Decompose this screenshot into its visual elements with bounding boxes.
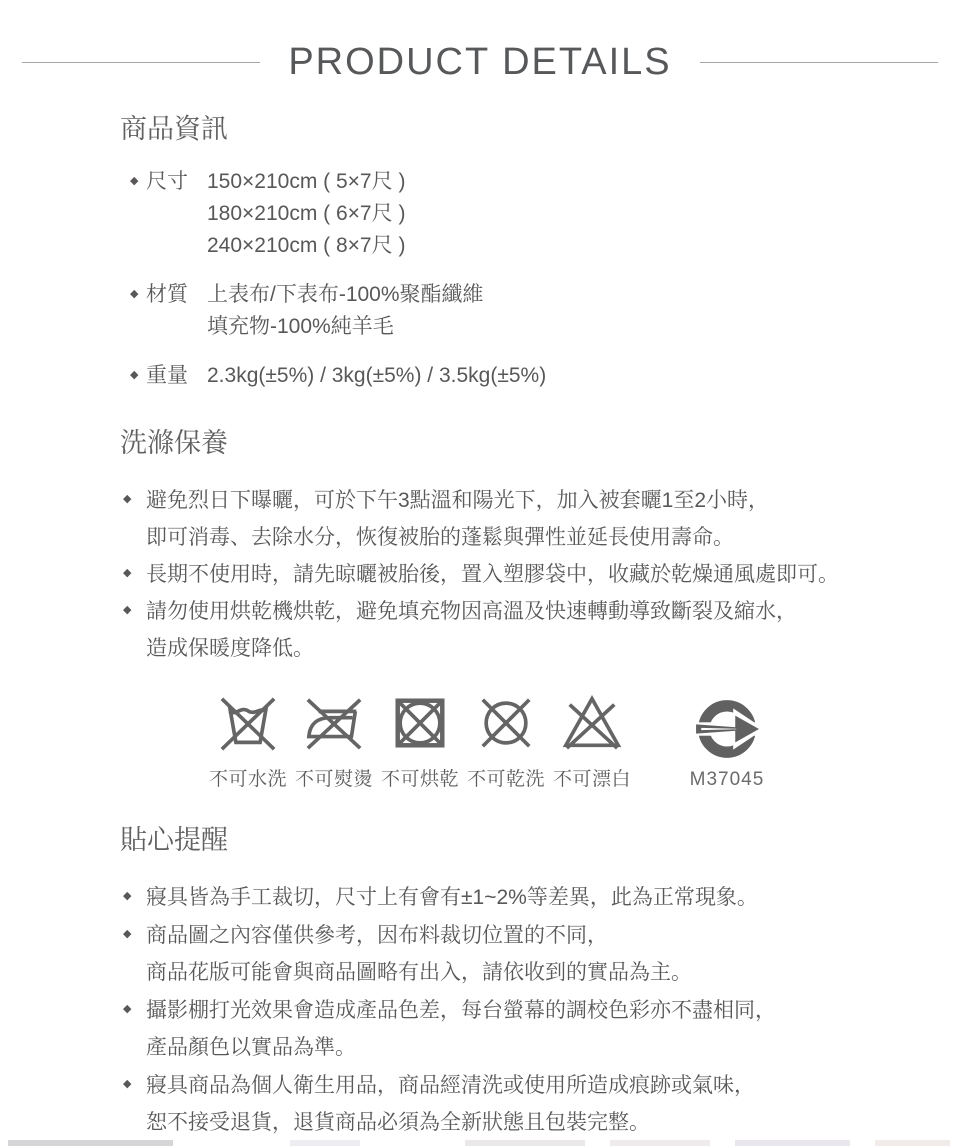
care-note-text bbox=[146, 482, 900, 556]
info-row-weight bbox=[130, 360, 900, 392]
title-divider-left bbox=[22, 62, 260, 63]
care-symbol bbox=[377, 691, 463, 791]
note-line: 恕不接受退貨，退貨商品必須為全新狀態且包裝完整。 bbox=[146, 1111, 650, 1134]
note-line: 寢具商品為個人衛生用品，商品經清洗或使用所造成痕跡或氣味， bbox=[146, 1073, 755, 1097]
diamond-bullet-icon: ◆ bbox=[123, 567, 132, 579]
do-not-tumble-dry-icon bbox=[389, 691, 451, 755]
care-note-text bbox=[146, 593, 900, 667]
product-info-list bbox=[120, 166, 900, 392]
note-line: 寢具皆為手工裁切，尺寸上有會有±1~2%等差異，此為正常現象。 bbox=[146, 886, 758, 909]
do-not-iron-icon bbox=[303, 691, 365, 755]
page-title-row bbox=[0, 0, 960, 82]
note-line: 即可消毒、去除水分，恢復被胎的蓬鬆與彈性並延長使用壽命。 bbox=[146, 526, 734, 549]
info-row-size bbox=[130, 166, 900, 262]
diamond-bullet-icon: ◆ bbox=[123, 1077, 132, 1090]
reminder-note bbox=[123, 992, 900, 1067]
weight-values bbox=[207, 360, 900, 392]
reminder-notes bbox=[120, 879, 900, 1142]
note-line: 造成保暖度降低。 bbox=[146, 637, 314, 660]
title-divider-right bbox=[700, 62, 938, 63]
reminder-note bbox=[123, 879, 900, 917]
care-symbol-label: 不可水洗 bbox=[208, 769, 287, 790]
care-symbol bbox=[291, 691, 377, 791]
note-line: 避免烈日下曝曬，可於下午3點溫和陽光下，加入被套曬1至2小時， bbox=[146, 489, 770, 512]
care-symbol-label: 不可乾洗 bbox=[466, 769, 545, 790]
weight-value: 2.3kg(±5%) / 3kg(±5%) / 3.5kg(±5%) bbox=[207, 364, 547, 387]
care-note bbox=[123, 593, 900, 667]
diamond-bullet-icon: ◆ bbox=[123, 1002, 132, 1015]
reminder-heading: 貼心提醒 bbox=[120, 825, 228, 855]
care-note bbox=[123, 482, 900, 556]
care-symbol bbox=[549, 691, 635, 791]
certification-mark bbox=[677, 696, 777, 791]
reminder-note bbox=[123, 1067, 900, 1142]
size-value: 150×210cm ( 5×7尺 ) bbox=[207, 170, 406, 193]
page-title: PRODUCT DETAILS bbox=[288, 41, 672, 83]
diamond-bullet-icon: ◆ bbox=[123, 927, 132, 940]
info-row-label bbox=[130, 166, 207, 262]
reminder-note-text bbox=[146, 1067, 900, 1142]
care-symbol-label: 不可漂白 bbox=[552, 769, 631, 790]
info-row-material bbox=[130, 279, 900, 343]
note-line: 產品顏色以實品為準。 bbox=[146, 1036, 356, 1059]
material-values bbox=[207, 279, 900, 343]
note-line: 商品圖之內容僅供參考，因布料裁切位置的不同， bbox=[146, 923, 608, 947]
diamond-bullet-icon: ◆ bbox=[123, 604, 132, 616]
care-note-text bbox=[146, 556, 900, 593]
info-row-label bbox=[130, 360, 207, 392]
material-label: 材質 bbox=[146, 283, 188, 306]
diamond-bullet-icon: ◆ bbox=[123, 493, 132, 505]
care-symbol-label: 不可熨燙 bbox=[294, 769, 373, 790]
size-value: 180×210cm ( 6×7尺 ) bbox=[207, 202, 406, 225]
page-content bbox=[0, 114, 960, 1142]
care-heading: 洗滌保養 bbox=[120, 428, 228, 458]
laundry-symbols-row bbox=[205, 691, 900, 791]
do-not-bleach-icon bbox=[561, 691, 623, 755]
info-row-label bbox=[130, 279, 207, 343]
care-notes bbox=[120, 482, 900, 667]
reminder-note-text bbox=[146, 992, 900, 1067]
weight-label: 重量 bbox=[146, 364, 188, 387]
care-symbol-label: 不可烘乾 bbox=[380, 769, 459, 790]
size-label: 尺寸 bbox=[146, 170, 188, 193]
note-line: 攝影棚打光效果會造成產品色差，每台螢幕的調校色彩亦不盡相同， bbox=[146, 998, 776, 1022]
do-not-dry-clean-icon bbox=[475, 691, 537, 755]
note-line: 請勿使用烘乾機烘乾，避免填充物因高溫及快速轉動導致斷裂及縮水， bbox=[146, 600, 797, 623]
diamond-bullet-icon: ◆ bbox=[123, 890, 132, 902]
reminder-note bbox=[123, 917, 900, 992]
do-not-wash-icon bbox=[217, 691, 279, 755]
certification-number: M37045 bbox=[689, 769, 765, 790]
note-line: 商品花版可能會與商品圖略有出入，請依收到的實品為主。 bbox=[146, 961, 692, 984]
care-symbol bbox=[463, 691, 549, 791]
material-value: 填充物-100%純羊毛 bbox=[207, 315, 394, 338]
care-symbol bbox=[205, 691, 291, 791]
diamond-bullet-icon: ◆ bbox=[130, 288, 139, 300]
note-line: 長期不使用時，請先晾曬被胎後，置入塑膠袋中，收藏於乾燥通風處即可。 bbox=[146, 563, 839, 586]
size-value: 240×210cm ( 8×7尺 ) bbox=[207, 234, 406, 257]
reminder-note-text bbox=[146, 917, 900, 992]
reminder-note-text bbox=[146, 879, 900, 917]
diamond-bullet-icon: ◆ bbox=[130, 369, 139, 381]
size-values bbox=[207, 166, 900, 262]
bsmi-mark-icon bbox=[694, 696, 760, 760]
page-bottom-strip bbox=[0, 1139, 960, 1146]
product-info-heading: 商品資訊 bbox=[120, 114, 228, 144]
material-value: 上表布/下表布-100%聚酯纖維 bbox=[207, 283, 484, 306]
diamond-bullet-icon: ◆ bbox=[130, 175, 139, 187]
care-note bbox=[123, 556, 900, 593]
